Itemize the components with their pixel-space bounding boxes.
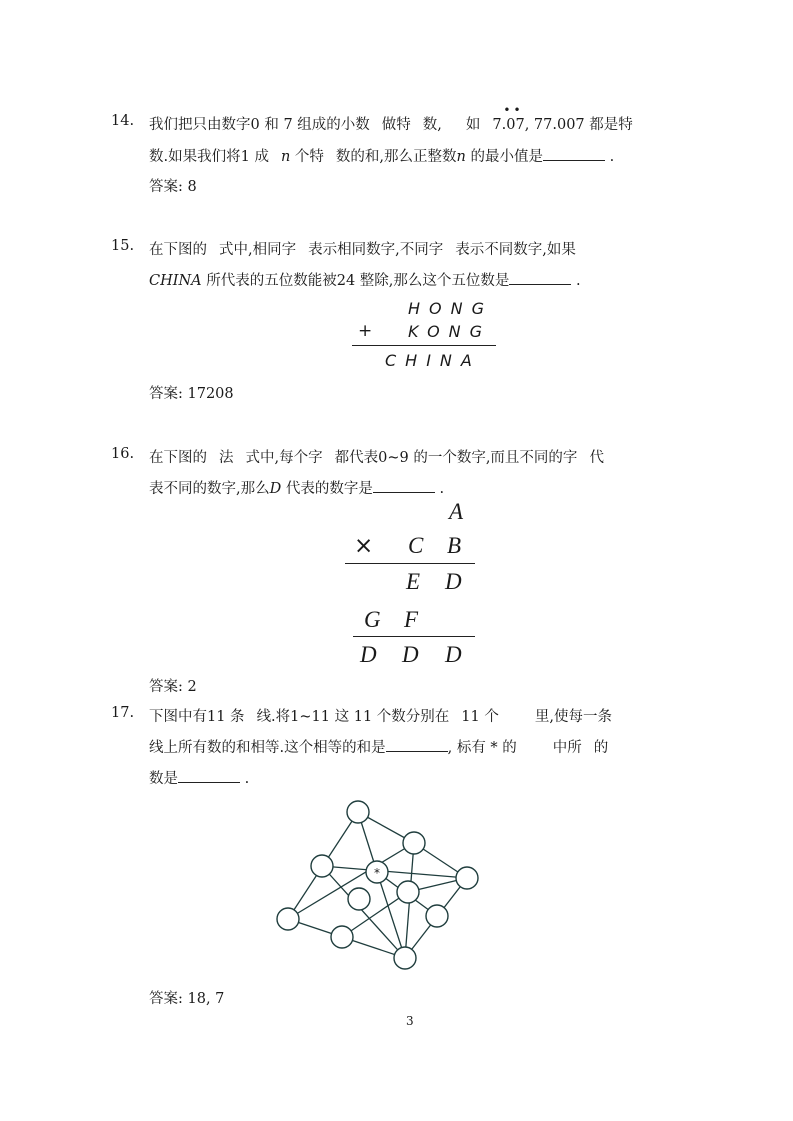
problem-14-line-2: 数.如果我们将1 成 n 个特 数的和,那么正整数n 的最小值是 . (149, 149, 615, 165)
problem-14-number: 14. (111, 113, 135, 129)
mult-g: G (364, 607, 381, 632)
repeating-decimal: •• 7.07 (492, 103, 525, 133)
circle-node (403, 832, 425, 854)
problem-14-answer: 答案: 8 (149, 179, 197, 195)
circle-node (277, 908, 299, 930)
addition-row-hong: HONG (408, 299, 493, 318)
plus-sign: + (358, 321, 373, 341)
circle-node (347, 801, 369, 823)
problem-17-number: 17. (111, 705, 135, 721)
problem-17-line-3: 数是 . (149, 771, 250, 787)
addition-row-kong: KONG (408, 322, 492, 341)
mult-d-3: D (402, 642, 419, 667)
times-sign: × (354, 533, 374, 559)
mult-c: C (408, 533, 424, 558)
problem-16-line-1: 在下图的 法 式中,每个字 都代表0~9 的一个数字,而且不同的字 代 (149, 450, 604, 466)
problem-15-number: 15. (111, 238, 135, 254)
problem-17-line-2: 线上所有数的和相等.这个相等的和是 , 标有 * 的 中所 的 (149, 740, 609, 756)
circle-node (348, 888, 370, 910)
addition-row-china: CHINA (385, 351, 481, 370)
problem-15-answer: 答案: 17208 (149, 386, 234, 402)
circle-node (426, 905, 448, 927)
problem-17-answer: 答案: 18, 7 (149, 991, 225, 1007)
mult-d-4: D (445, 642, 462, 667)
circle-node (394, 947, 416, 969)
diagram-circles (277, 801, 478, 969)
repeat-dots: •• (503, 103, 524, 117)
problem-16-line-2: 表不同的数字,那么D 代表的数字是 . (149, 481, 445, 497)
circle-node (456, 867, 478, 889)
circle-node (397, 881, 419, 903)
mult-f: F (404, 607, 419, 632)
star-label: * (374, 866, 380, 880)
mult-d-2: D (360, 642, 377, 667)
diagram-lines (288, 812, 467, 958)
problem-17-line-1: 下图中有11 条 线.将1~11 这 11 个数分别在 11 个 里,使每一条 (149, 709, 612, 725)
circle-node (311, 855, 333, 877)
problem-14-line-1: 我们把只由数字0 和 7 组成的小数 做特 数, 如 •• 7.07, 77.007 都是特 (149, 103, 633, 133)
mult-a: A (449, 499, 464, 524)
mult-b: B (447, 533, 462, 558)
problem-16-answer: 答案: 2 (149, 679, 197, 695)
mult-d-1: D (445, 569, 462, 594)
problem-15-line-1: 在下图的 式中,相同字 表示相同数字,不同字 表示不同数字,如果 (149, 242, 576, 258)
problem-16-number: 16. (111, 446, 135, 462)
circle-node (331, 926, 353, 948)
problem-15-line-2: CHINA 所代表的五位数能被24 整除,那么这个五位数是 . (149, 273, 581, 289)
mult-e: E (406, 569, 421, 594)
page-number: 3 (406, 1014, 414, 1028)
